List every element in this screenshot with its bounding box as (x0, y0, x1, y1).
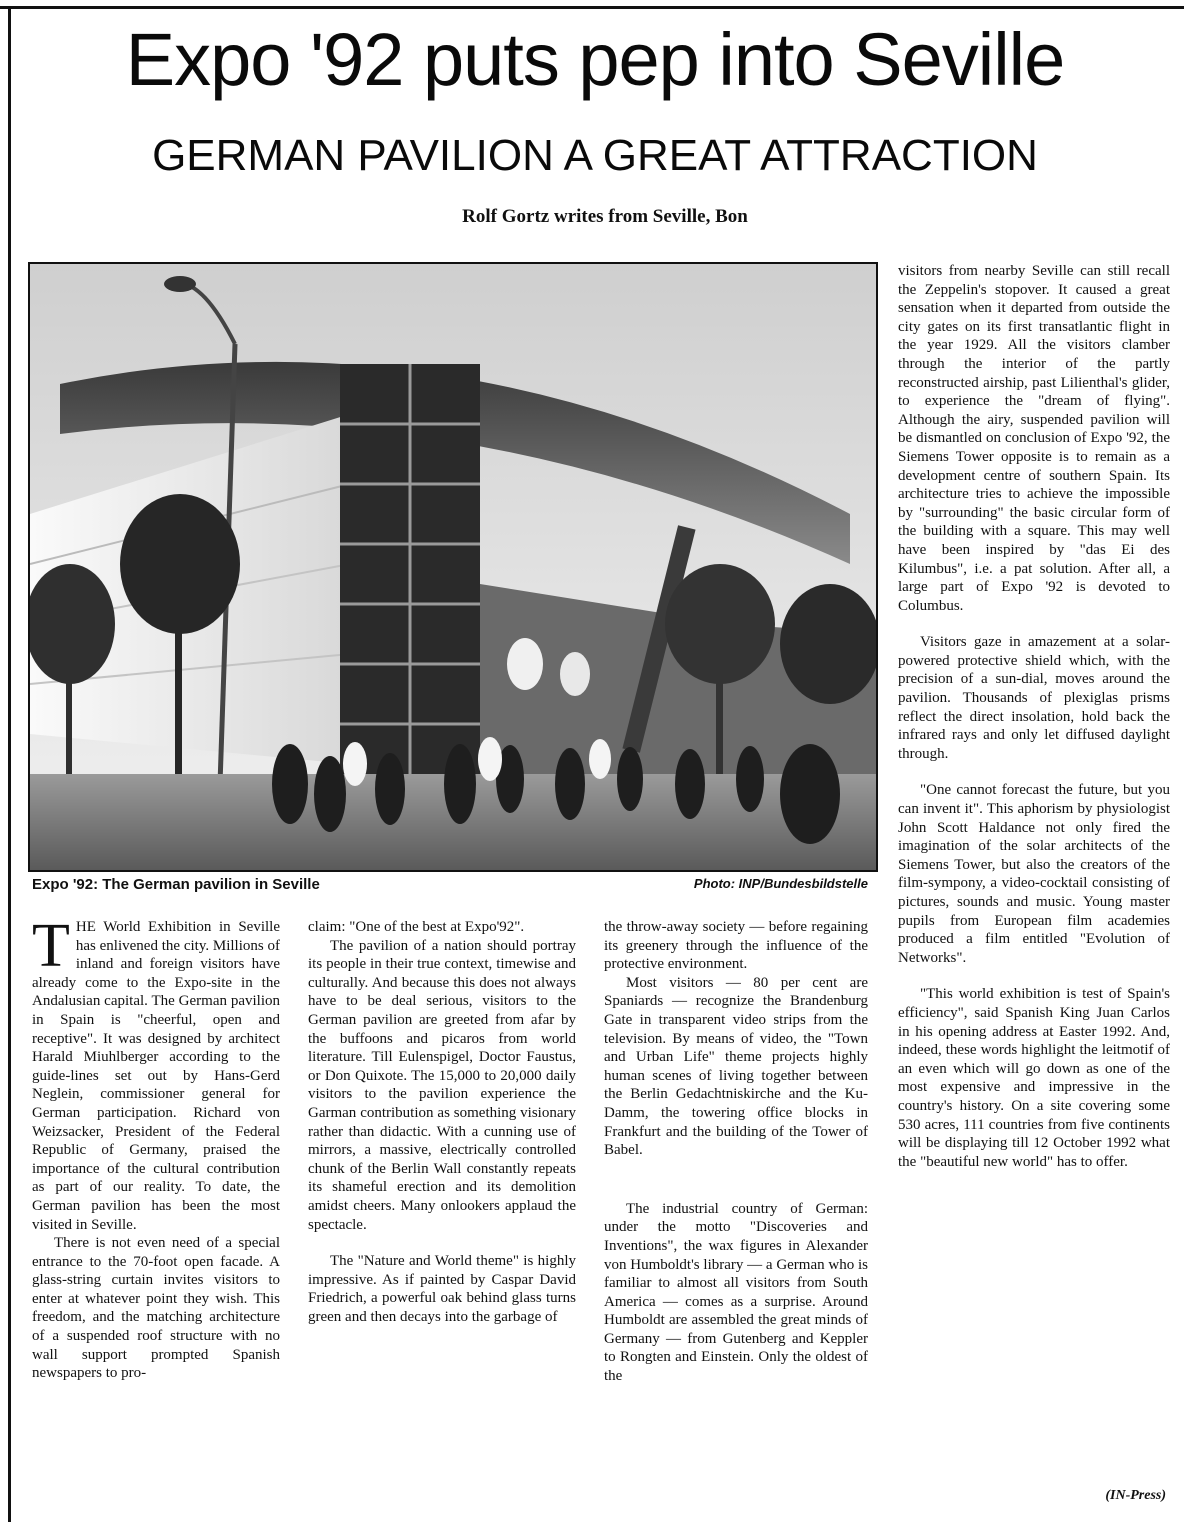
agency-credit: (IN-Press) (1105, 1488, 1166, 1503)
article-paragraph: the throw-away society — before regaining its greenery through the influence of the protective environment. (604, 919, 868, 973)
page-left-rule (8, 6, 11, 1522)
article-column-1 (32, 912, 280, 1383)
article-paragraph: visitors from nearby Seville can still recall the Zeppelin's stopover. It caused a great sensation when it departed from outside the city gates on its first transatlantic flight in the year 1929. All the visitors clamber through the interior of the partly reconstructed airship, past Lilienthal's glider, to experience the "dream of flying". Although the airy, suspended pavilion will be dismantled on conclusion of Expo '92, the Siemens Tower opposite is to remain as a development centre of southern Spain. Its architecture tries to achieve the impossible by "surrounding" the basic circular form of the building with a square. This may well have been inspired by "das Ei des Kilumbus", i.e. a pat solution. After all, a large part of Expo '92 is devoted to Columbus. (898, 263, 1170, 614)
article-paragraph: Visitors gaze in amazement at a solar-powered protective shield which, with the precision of a sun-dial, moves around the pavilion. Thousands of plexiglas prisms reflect the direct insolation, hold back the infrared rays and only let diffused daylight through. (898, 634, 1170, 762)
photo-caption: Expo '92: The German pavilion in Seville (32, 876, 320, 893)
article-paragraph: Most visitors — 80 per cent are Spaniards — recognize the Brandenburg Gate in transparent video strips from the television. By means of video, the "Town and Urban Life" theme projects highly human scenes of living together between the Berlin Gedachtniskirche and the Ku-Damm, the towering office blocks in Frankfurt and the building of the Tower of Babel. (604, 974, 868, 1159)
pavilion-photo (28, 262, 878, 872)
byline: Rolf Gortz writes from Seville, Bon (462, 206, 748, 227)
article-paragraph: THE World Exhibition in Seville has enlivened the city. Millions of inland and foreign visitors have already come to the Expo-site in the Andalusian capital. The German pavilion in Spain is "cheerful, open and receptive". It was designed by architect Harald Miuhlberger according to the guide-lines set out by Hans-Gerd Neglein, commissioner general for German participation. Richard von Weizsacker, President of the Federal Republic of Germany, praised the importance of the cultural contribution as part of our reality. To date, the German pavilion has been the most visited in Seville. (32, 912, 280, 1233)
article-paragraph: The industrial country of German: under the motto "Discoveries and Inventions", the wax figures in Alexander von Humboldt's library — a German who is familiar to almost all visitors from South America — comes as a surprise. Around Humboldt are assembled the great minds of Germany — from Gutenberg and Keppler to Rongten and Einstein. Only the oldest of the (604, 1200, 868, 1385)
article-paragraph: There is not even need of a special entrance to the 70-foot open facade. A glass-string curtain invites visitors to enter at whatever point they wish. This freedom, and the matching architecture of a suspended roof structure with no wall support prompted Spanish newspapers to pro- (32, 1235, 280, 1382)
page-top-rule (0, 6, 1184, 9)
photo-caption-bar (28, 876, 874, 896)
photo-credit: Photo: INP/Bundesbildstelle (693, 876, 868, 891)
article-paragraph: The pavilion of a nation should portray its people in their true context, timewise and culturally. And because this does not always have to be deal serious, visitors to the German pavilion are greeted from afar by the buffoons and picaros from world literature. Till Eulenspigel, Doctor Faustus, or Don Quixote. The 15,000 to 20,000 daily visitors to the pavilion experience the Garman contribution as something visionary rather than didactic. With a cunning use of mirrors, a massive, electrically controlled chunk of the Berlin Wall constantly repeats its shameful erection and its demolition amidst cheers. Many onlookers applaud the spectacle. (308, 937, 576, 1233)
article-column-2 (308, 918, 576, 1326)
headline: Expo '92 puts pep into Seville (125, 18, 1065, 101)
drop-cap: T (32, 912, 70, 980)
article-paragraph: claim: "One of the best at Expo'92". (308, 919, 525, 935)
article-column-3 (604, 918, 868, 1386)
article-column-4 (898, 262, 1170, 1171)
article-paragraph: The "Nature and World theme" is highly impressive. As if painted by Caspar David Friedrich, a powerful oak behind glass turns green and then decays into the garbage of (308, 1253, 576, 1325)
article-paragraph: "This world exhibition is test of Spain's efficiency", said Spanish King Juan Carlos in his opening address at Easter 1992. And, indeed, these words highlight the leitmotif of an even which will go down as one of the most expensive and impressive in the country's history. On a site covering some 530 acres, 111 countries from five continents will be displaying till 12 October 1992 what the "beautiful new world" has to offer. (898, 986, 1170, 1170)
subheadline: GERMAN PAVILION A GREAT ATTRACTION (152, 131, 1038, 180)
pavilion-photo-illustration (30, 264, 876, 870)
article-paragraph: "One cannot forecast the future, but you can invent it". This aphorism by physiologist John Scott Haldance not only fired the imagination of the solar architects of the Siemens Tower, but also the creators of the film-sympony, a video-cocktail consisting of pictures, sounds and music. Young master pupils from European film academies produced a film entitled "Evolution of Networks". (898, 782, 1170, 966)
